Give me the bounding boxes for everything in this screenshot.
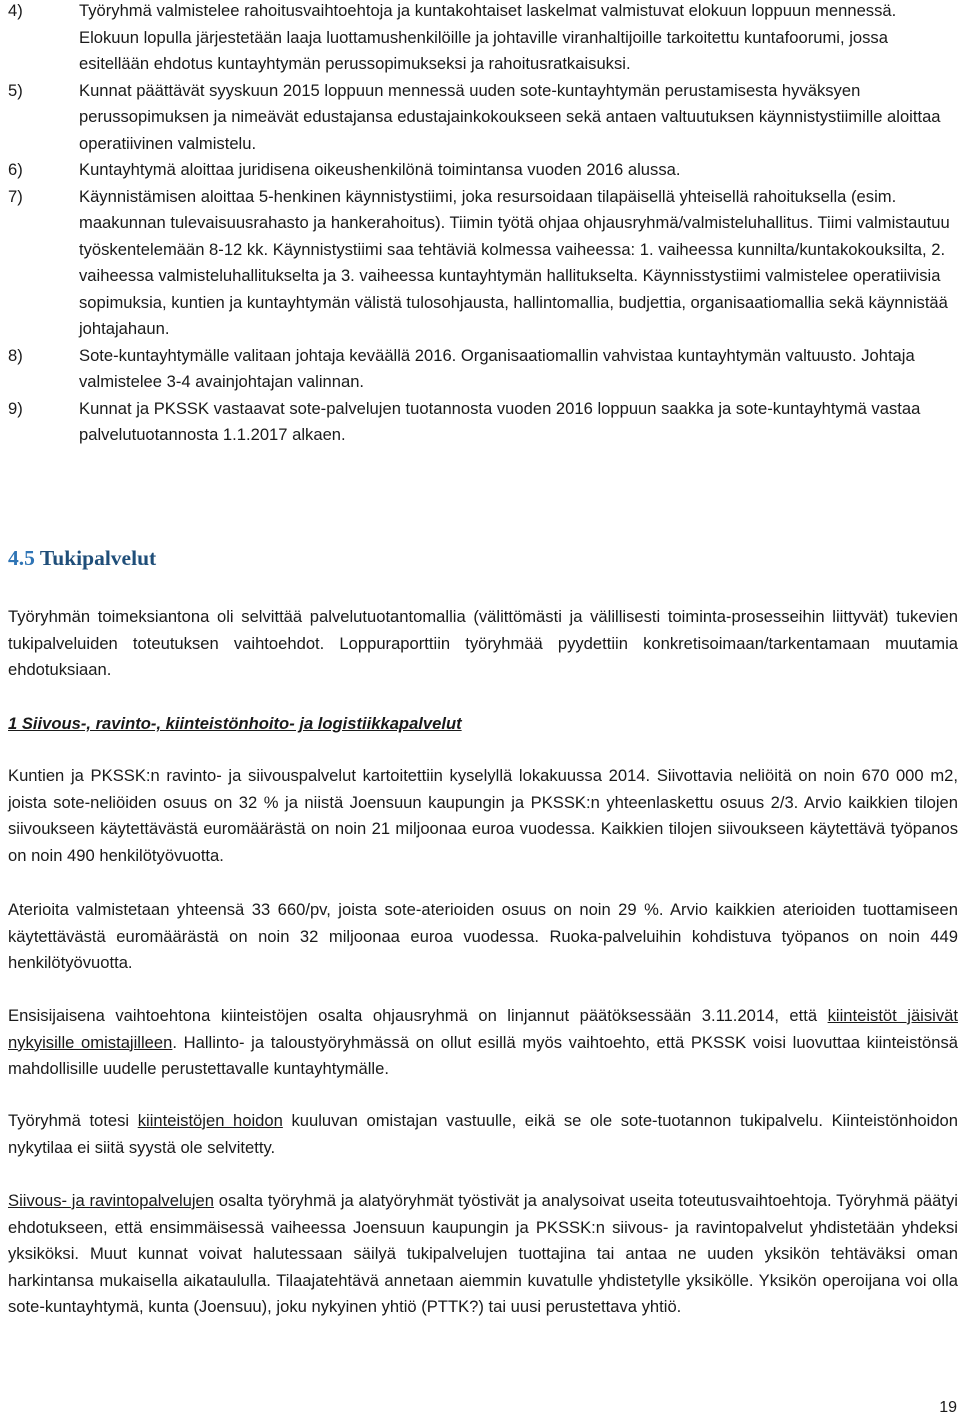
list-item [8,343,954,396]
text-run: kuuluvan omistajan vastuulle, eikä se ole sote-tuotannon tukipalvelu. Kiinteistönhoidon nykytilaa ei siitä syystä ole selvitetty. [8,1111,959,1157]
list-item [8,157,954,184]
section-heading [8,546,156,571]
list-item-number: 5) [8,80,23,100]
page-number: 19 [939,1399,957,1416]
list-item-text: Kuntayhtymä aloittaa juridisena oikeushenkilönä toimintansa vuoden 2016 alussa. [79,160,681,179]
list-item [8,184,954,343]
property-maintenance-paragraph [8,1108,958,1161]
underlined-text: Siivous- ja ravintopalvelujen [8,1191,215,1210]
cleaning-paragraph: Kuntien ja PKSSK:n ravinto- ja siivouspalvelut kartoitettiin kyselyllä lokakuussa 2014. Siivottavia neliöitä on noin 670 000 m2, joista sote-neliöiden osuus on 32 % ja niistä Joensuun kaupungin ja PKSSK:n yhteenlaskettu osuus 2/3. Arvio kaikkien tilojen siivoukseen käytettävästä euromäärästä on noin 21 miljoonaa euroa vuodessa. Kaikkien tilojen siivoukseen käytettävä työpanos on noin 490 henkilötyövuotta. [8,766,958,865]
subsection-heading: 1 Siivous-, ravinto-, kiinteistönhoito- ja logistiikkapalvelut [8,714,462,733]
list-item-text: Työryhmä valmistelee rahoitusvaihtoehtoja ja kuntakohtaiset laskelmat valmistuvat elokuun loppuun mennessä. Elokuun lopulla järjestetään laaja luottamushenkilöille ja johtaville viranhaltijoille tarkoitettu kuntafoorumi, jossa esitellään ehdotus kuntayhtymän perussopimukseksi ja rahoitusratkaisuksi. [79,1,897,73]
list-item-number: 7) [8,186,23,206]
list-item-number: 4) [8,1,23,20]
list-item-text: Sote-kuntayhtymälle valitaan johtaja keväällä 2016. Organisaatiomallin vahvistaa kuntayhtymän valtuusto. Johtaja valmistelee 3-4 avainjohtajan valinnan. [79,345,915,391]
catering-cleaning-paragraph [8,1188,958,1321]
list-item [8,78,954,158]
section-title: Tukipalvelut [39,546,157,570]
text-run: . Hallinto- ja taloustyöryhmässä on ollut esillä myös vaihtoehto, että PKSSK voisi luovuttaa kiinteistönsä mahdollisille uudelle perustettavalle kuntayhtymälle. [8,1032,958,1078]
list-item-number: 8) [8,345,23,365]
list-item-text: Kunnat päättävät syyskuun 2015 loppuun mennessä uuden sote-kuntayhtymän perustamisesta hyväksyen perussopimuksen ja nimeävät edustajansa edustajainkokoukseen sekä antaen valtuutuksen käynnistystiimille aloittaa operatiivinen valmistelu. [79,80,941,153]
underlined-text: kiinteistöt jäisivät nykyisille omistajilleen [8,1006,958,1052]
underlined-text: kiinteistöjen hoidon [137,1111,283,1130]
list-item-text: Kunnat ja PKSSK vastaavat sote-palvelujen tuotannosta vuoden 2016 loppuun saakka ja sote-kuntayhtymä vastaa palvelutuotannosta 1.1.2017 alkaen. [79,398,921,444]
text-run: osalta työryhmä ja alatyöryhmät työstivät ja analysoivat useita toteutusvaihtoehtoja. Työryhmä päätyi ehdotukseen, että ensimmäisessä vaiheessa Joensuun kaupungin ja PKSSK:n siivous- ja ravintopalvelut yhdistetään yhdeksi yksiköksi. Muut kunnat voivat halutessaan säilyä tukipalvelujen tuottajina tai antaa ne uuden yksikön tehtäväksi oman harkintansa mukaisella aikataululla. Tilaajatehtävä annetaan aiemmin kuvatulle yhdistetylle yksikölle. Yksikön operoijana voi olla sote-kuntayhtymä, kunta (Joensuu), joku nykyinen yhtiö (PTTK?) tai uusi perustettava yhtiö. [8,1191,958,1316]
meals-paragraph: Aterioita valmistetaan yhteensä 33 660/pv, joista sote-aterioiden osuus on noin 29 %. Arvio kaikkien aterioiden tuottamiseen käytettävästä euromäärästä on noin 32 miljoonaa euroa vuodessa. Ruoka-palveluihin kohdistuva työpanos on noin 449 henkilötyövuotta. [8,900,958,972]
intro-paragraph: Työryhmän toimeksiantona oli selvittää palvelutuotantomallia (välittömästi ja välillisesti toiminta-prosesseihin liittyvät) tukevien tukipalveluiden toteutuksen vaihtoehdot. Loppuraporttiin työryhmää pyydettiin konkretisoimaan/tarkentamaan muutamia ehdotuksiaan. [8,607,958,679]
list-item [8,0,954,78]
section-number: 4.5 [8,546,35,570]
list-item-number: 9) [8,398,23,418]
numbered-steps-list [8,0,954,449]
properties-paragraph [8,1003,958,1083]
text-run: Ensisijaisena vaihtoehtona kiinteistöjen osalta ohjausryhmä on linjannut päätöksessään 3.11.2014, että [8,1006,828,1025]
list-item-text: Käynnistämisen aloittaa 5-henkinen käynnistystiimi, joka resursoidaan tilapäisellä yhteisellä rahoituksella (esim. maakunnan tulevaisuusrahasto ja hankerahoitus). Tiimin työtä ohjaa ohjausryhmä/valmisteluhallitus. Tiimi valmistautuu työskentelemään 8-12 kk. Käynnistystiimi saa tehtäviä kolmessa vaiheessa: 1. vaiheessa kunnilta/kuntakokouksilta, 2. vaiheessa valmisteluhallitukselta ja 3. vaiheessa kuntayhtymän hallitukselta. Käynnisstystiimi valmistelee operatiivisia sopimuksia, kuntien ja kuntayhtymän välistä tulosohjausta, hallintomallia, budjettia, organisaatiomallia sekä käynnistää johtajahaun. [79,186,950,338]
list-item-number: 6) [8,160,23,179]
text-run: Työryhmä totesi [8,1111,138,1130]
list-item [8,396,954,449]
